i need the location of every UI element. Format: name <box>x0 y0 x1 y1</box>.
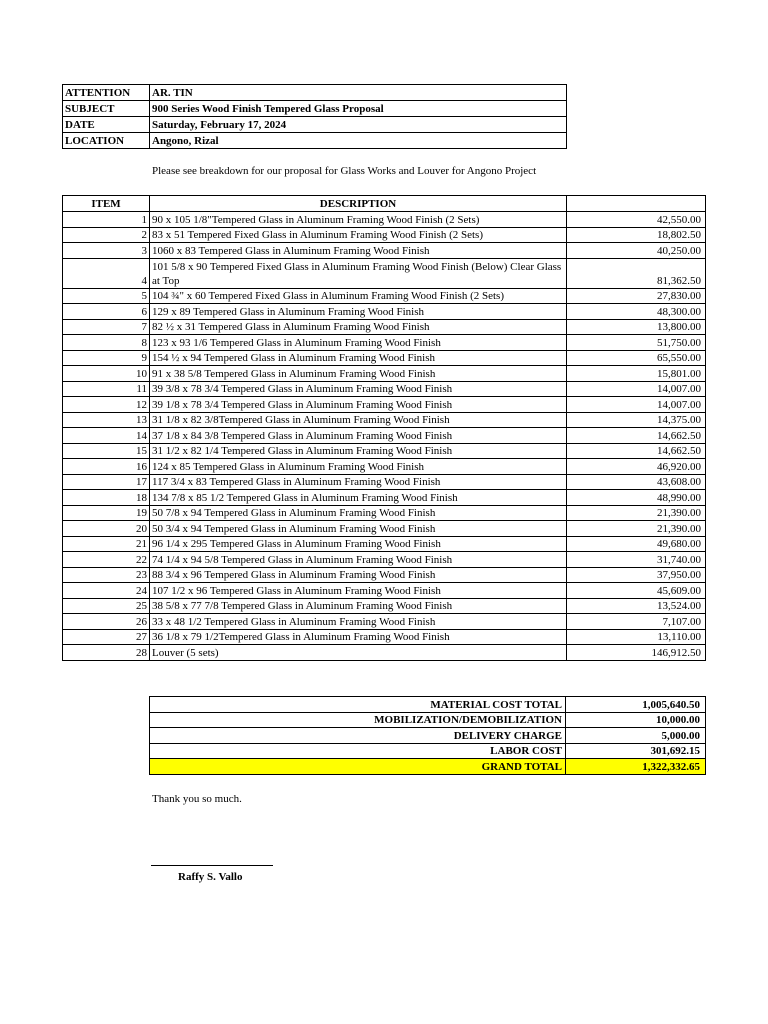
totals-label: GRAND TOTAL <box>150 759 566 775</box>
header-value: Angono, Rizal <box>150 133 567 149</box>
item-amount: 45,609.00 <box>567 583 706 599</box>
totals-row <box>150 697 706 713</box>
item-amount: 40,250.00 <box>567 243 706 259</box>
item-amount: 14,662.50 <box>567 428 706 444</box>
item-amount: 46,920.00 <box>567 459 706 475</box>
item-amount: 21,390.00 <box>567 521 706 537</box>
item-number: 21 <box>63 536 150 552</box>
table-row <box>63 243 706 259</box>
header-row <box>63 133 567 149</box>
totals-value: 301,692.15 <box>566 743 706 759</box>
item-description: 107 1/2 x 96 Tempered Glass in Aluminum Framing Wood Finish <box>150 583 567 599</box>
item-amount: 7,107.00 <box>567 614 706 630</box>
item-description: 104 ¾" x 60 Tempered Fixed Glass in Aluminum Framing Wood Finish (2 Sets) <box>150 288 567 304</box>
header-value: Saturday, February 17, 2024 <box>150 117 567 133</box>
item-description: 96 1/4 x 295 Tempered Glass in Aluminum Framing Wood Finish <box>150 536 567 552</box>
item-amount: 48,300.00 <box>567 304 706 320</box>
item-amount: 14,007.00 <box>567 397 706 413</box>
item-description: 33 x 48 1/2 Tempered Glass in Aluminum Framing Wood Finish <box>150 614 567 630</box>
item-amount: 51,750.00 <box>567 335 706 351</box>
table-row <box>63 366 706 382</box>
header-label: DATE <box>63 117 150 133</box>
item-description: 38 5/8 x 77 7/8 Tempered Glass in Aluminum Framing Wood Finish <box>150 598 567 614</box>
item-description: 1060 x 83 Tempered Glass in Aluminum Framing Wood Finish <box>150 243 567 259</box>
item-description: Louver (5 sets) <box>150 645 567 661</box>
item-amount: 49,680.00 <box>567 536 706 552</box>
signature-line <box>151 865 273 866</box>
item-description: 50 7/8 x 94 Tempered Glass in Aluminum Framing Wood Finish <box>150 505 567 521</box>
table-row <box>63 319 706 335</box>
item-number: 13 <box>63 412 150 428</box>
item-number: 24 <box>63 583 150 599</box>
item-description: 154 ½ x 94 Tempered Glass in Aluminum Framing Wood Finish <box>150 350 567 366</box>
totals-value: 5,000.00 <box>566 728 706 744</box>
totals-row <box>150 712 706 728</box>
item-amount: 81,362.50 <box>567 258 706 288</box>
item-amount: 18,802.50 <box>567 227 706 243</box>
item-description: 31 1/2 x 82 1/4 Tempered Glass in Aluminum Framing Wood Finish <box>150 443 567 459</box>
table-row <box>63 552 706 568</box>
item-number: 28 <box>63 645 150 661</box>
item-number: 3 <box>63 243 150 259</box>
item-amount: 14,007.00 <box>567 381 706 397</box>
table-row <box>63 490 706 506</box>
signatory-name: Raffy S. Vallo <box>178 871 243 883</box>
table-row <box>63 474 706 490</box>
item-description: 123 x 93 1/6 Tempered Glass in Aluminum Framing Wood Finish <box>150 335 567 351</box>
item-amount: 42,550.00 <box>567 212 706 228</box>
items-table <box>62 195 706 661</box>
intro-text: Please see breakdown for our proposal for Glass Works and Louver for Angono Project <box>152 165 537 177</box>
table-row <box>63 350 706 366</box>
table-row <box>63 381 706 397</box>
item-description: 39 1/8 x 78 3/4 Tempered Glass in Aluminum Framing Wood Finish <box>150 397 567 413</box>
item-number: 18 <box>63 490 150 506</box>
totals-value: 1,322,332.65 <box>566 759 706 775</box>
item-number: 16 <box>63 459 150 475</box>
item-number: 5 <box>63 288 150 304</box>
item-amount: 14,662.50 <box>567 443 706 459</box>
item-amount: 146,912.50 <box>567 645 706 661</box>
item-number: 14 <box>63 428 150 444</box>
table-row <box>63 335 706 351</box>
item-number: 10 <box>63 366 150 382</box>
item-column-header: ITEM <box>63 196 150 212</box>
item-description: 50 3/4 x 94 Tempered Glass in Aluminum Framing Wood Finish <box>150 521 567 537</box>
item-description: 74 1/4 x 94 5/8 Tempered Glass in Aluminum Framing Wood Finish <box>150 552 567 568</box>
item-description: 91 x 38 5/8 Tempered Glass in Aluminum Framing Wood Finish <box>150 366 567 382</box>
item-amount: 31,740.00 <box>567 552 706 568</box>
item-number: 11 <box>63 381 150 397</box>
item-number: 7 <box>63 319 150 335</box>
item-amount: 13,524.00 <box>567 598 706 614</box>
header-body <box>63 85 567 149</box>
item-number: 17 <box>63 474 150 490</box>
item-amount: 48,990.00 <box>567 490 706 506</box>
table-row <box>63 614 706 630</box>
item-description: 31 1/8 x 82 3/8Tempered Glass in Aluminum Framing Wood Finish <box>150 412 567 428</box>
table-row <box>63 567 706 583</box>
header-value: 900 Series Wood Finish Tempered Glass Proposal <box>150 101 567 117</box>
items-body <box>63 196 706 661</box>
item-description: 36 1/8 x 79 1/2Tempered Glass in Aluminum Framing Wood Finish <box>150 629 567 645</box>
item-description: 88 3/4 x 96 Tempered Glass in Aluminum Framing Wood Finish <box>150 567 567 583</box>
header-row <box>63 101 567 117</box>
table-row <box>63 443 706 459</box>
item-number: 2 <box>63 227 150 243</box>
item-amount: 27,830.00 <box>567 288 706 304</box>
item-number: 22 <box>63 552 150 568</box>
totals-body <box>150 697 706 775</box>
item-amount: 65,550.00 <box>567 350 706 366</box>
table-row <box>63 288 706 304</box>
table-row <box>63 629 706 645</box>
item-number: 8 <box>63 335 150 351</box>
table-row <box>63 536 706 552</box>
item-description: 37 1/8 x 84 3/8 Tempered Glass in Aluminum Framing Wood Finish <box>150 428 567 444</box>
item-number: 4 <box>63 258 150 288</box>
table-row <box>63 428 706 444</box>
item-number: 25 <box>63 598 150 614</box>
item-amount: 14,375.00 <box>567 412 706 428</box>
header-label: LOCATION <box>63 133 150 149</box>
totals-row <box>150 728 706 744</box>
item-number: 1 <box>63 212 150 228</box>
header-row <box>63 85 567 101</box>
item-description: 129 x 89 Tempered Glass in Aluminum Framing Wood Finish <box>150 304 567 320</box>
header-row <box>63 117 567 133</box>
table-row <box>63 412 706 428</box>
totals-label: LABOR COST <box>150 743 566 759</box>
amount-column-header <box>567 196 706 212</box>
grand-total-row <box>150 759 706 775</box>
item-number: 20 <box>63 521 150 537</box>
item-description: 124 x 85 Tempered Glass in Aluminum Framing Wood Finish <box>150 459 567 475</box>
table-row <box>63 459 706 475</box>
item-number: 15 <box>63 443 150 459</box>
item-amount: 21,390.00 <box>567 505 706 521</box>
item-amount: 13,110.00 <box>567 629 706 645</box>
item-amount: 13,800.00 <box>567 319 706 335</box>
table-row <box>63 258 706 288</box>
header-label: SUBJECT <box>63 101 150 117</box>
description-column-header: DESCRIPTION <box>150 196 567 212</box>
items-header-row <box>63 196 706 212</box>
totals-label: MOBILIZATION/DEMOBILIZATION <box>150 712 566 728</box>
item-number: 26 <box>63 614 150 630</box>
table-row <box>63 583 706 599</box>
table-row <box>63 227 706 243</box>
table-row <box>63 397 706 413</box>
totals-label: MATERIAL COST TOTAL <box>150 697 566 713</box>
table-row <box>63 212 706 228</box>
item-amount: 15,801.00 <box>567 366 706 382</box>
item-amount: 37,950.00 <box>567 567 706 583</box>
item-description: 134 7/8 x 85 1/2 Tempered Glass in Aluminum Framing Wood Finish <box>150 490 567 506</box>
totals-value: 1,005,640.50 <box>566 697 706 713</box>
totals-value: 10,000.00 <box>566 712 706 728</box>
header-value: AR. TIN <box>150 85 567 101</box>
item-number: 9 <box>63 350 150 366</box>
item-description: 90 x 105 1/8"Tempered Glass in Aluminum Framing Wood Finish (2 Sets) <box>150 212 567 228</box>
item-description: 83 x 51 Tempered Fixed Glass in Aluminum Framing Wood Finish (2 Sets) <box>150 227 567 243</box>
totals-label: DELIVERY CHARGE <box>150 728 566 744</box>
item-description: 82 ½ x 31 Tempered Glass in Aluminum Framing Wood Finish <box>150 319 567 335</box>
item-number: 12 <box>63 397 150 413</box>
table-row <box>63 645 706 661</box>
item-description: 101 5/8 x 90 Tempered Fixed Glass in Aluminum Framing Wood Finish (Below) Clear Glass at Top <box>150 258 567 288</box>
table-row <box>63 304 706 320</box>
closing-text: Thank you so much. <box>152 793 242 805</box>
totals-row <box>150 743 706 759</box>
item-description: 117 3/4 x 83 Tempered Glass in Aluminum Framing Wood Finish <box>150 474 567 490</box>
item-number: 27 <box>63 629 150 645</box>
item-number: 23 <box>63 567 150 583</box>
totals-table <box>149 696 706 775</box>
item-amount: 43,608.00 <box>567 474 706 490</box>
item-number: 6 <box>63 304 150 320</box>
item-description: 39 3/8 x 78 3/4 Tempered Glass in Aluminum Framing Wood Finish <box>150 381 567 397</box>
item-number: 19 <box>63 505 150 521</box>
table-row <box>63 505 706 521</box>
table-row <box>63 598 706 614</box>
table-row <box>63 521 706 537</box>
header-label: ATTENTION <box>63 85 150 101</box>
header-table <box>62 84 567 149</box>
